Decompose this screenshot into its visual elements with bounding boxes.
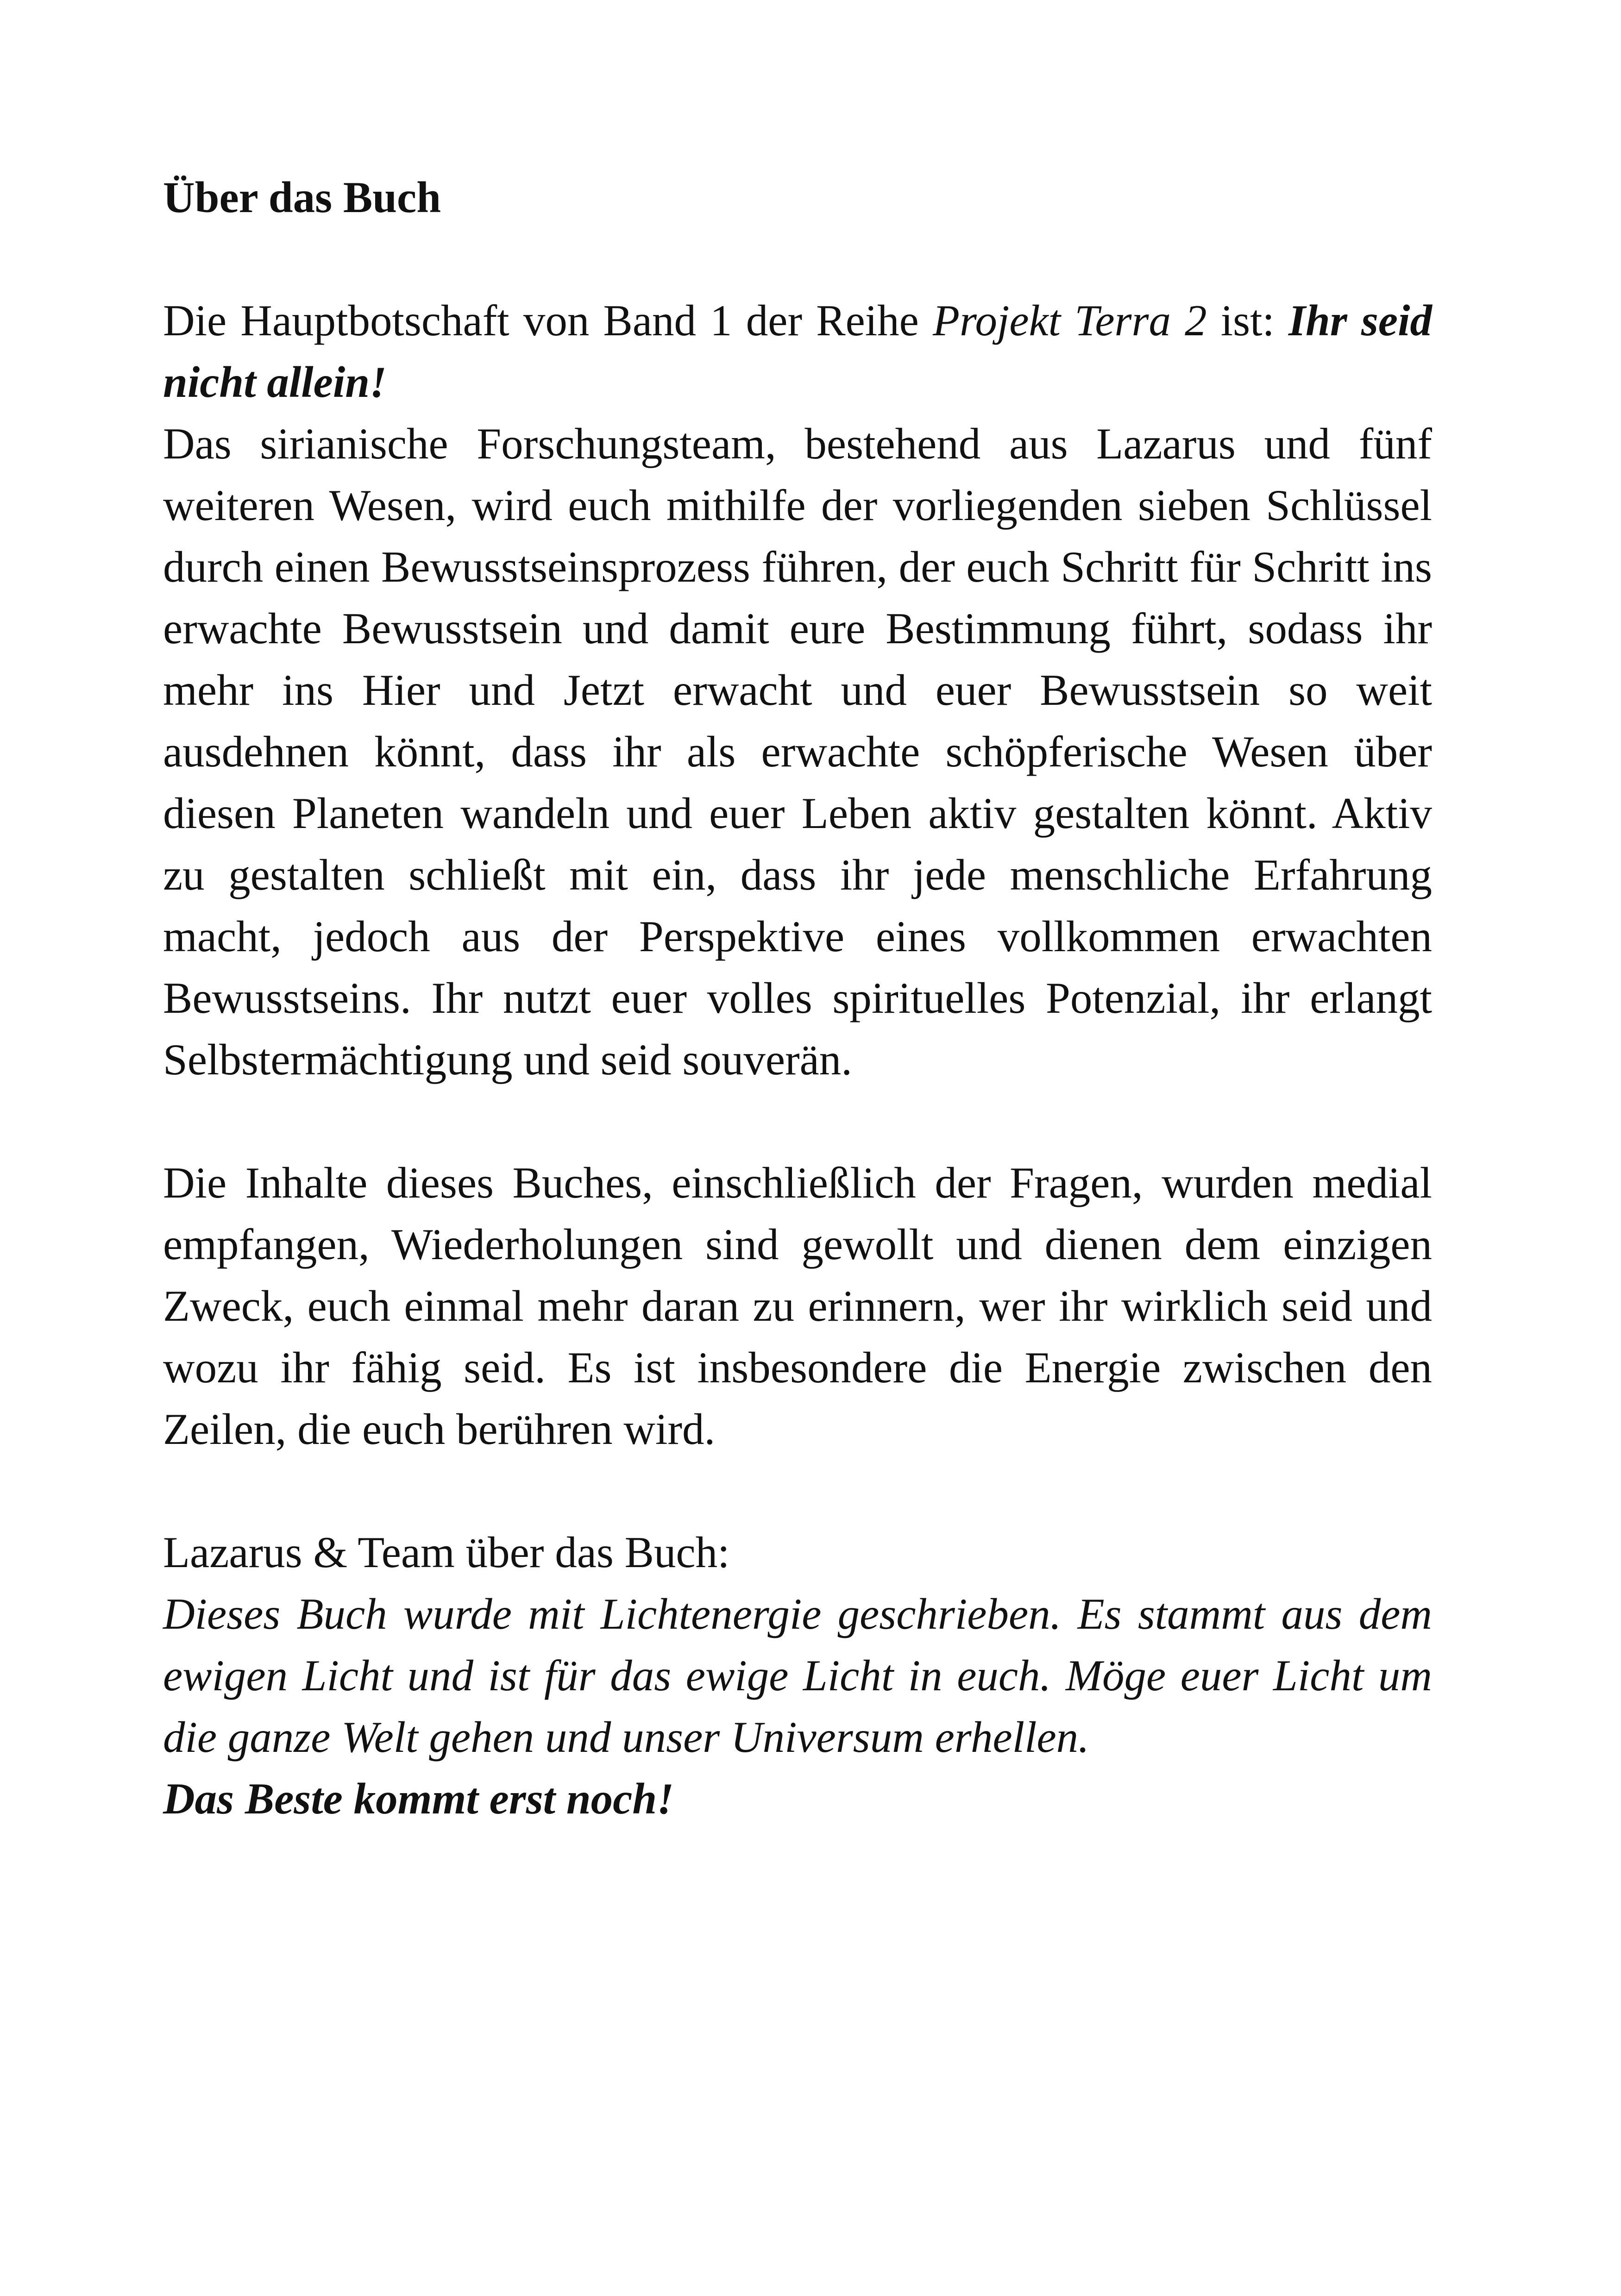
- team-intro: Lazarus & Team über das Buch:: [163, 1528, 730, 1577]
- page-title: Über das Buch: [163, 173, 441, 222]
- body-paragraph-1: Das sirianische Forschungsteam, bestehend aus Lazarus und fünf weiteren Wesen, wird euch mithilfe der vorliegenden sieben Schlüssel durch einen Bewusstseinsprozess führen, der euch Schritt für Schritt ins erwachte Bewusstsein und damit eure Bestimmung führt, sodass ihr mehr ins Hier und Jetzt erwacht und euer Bewusstsein so weit ausdehnen könnt, dass ihr als erwachte schöpferische Wesen über diesen Planeten wandeln und euer Leben aktiv gestalten könnt. Aktiv zu gestalten schließt mit ein, dass ihr jede menschliche Erfahrung macht, jedoch aus der Perspektive eines vollkommen erwachten Bewusstseins. Ihr nutzt euer volles spirituelles Potenzial, ihr erlangt Selbstermächtigung und seid souverän.: [163, 419, 1432, 1084]
- spacer: [163, 228, 1432, 290]
- intro-text-2: ist:: [1206, 296, 1289, 345]
- intro-paragraph: [163, 290, 1432, 413]
- spacer: [163, 1460, 1432, 1522]
- spacer: [163, 1091, 1432, 1152]
- page-content: [163, 167, 1432, 1830]
- team-quote: Dieses Buch wurde mit Lichtenergie geschrieben. Es stammt aus dem ewigen Licht und ist für das ewige Licht in euch. Möge euer Licht um die ganze Welt gehen und unser Universum erhellen.: [163, 1589, 1432, 1762]
- body-paragraph-2: Die Inhalte dieses Buches, einschließlich der Fragen, wurden medial empfangen, Wiederholungen sind gewollt und dienen dem einzigen Zweck, euch einmal mehr daran zu erinnern, wer ihr wirklich seid und wozu ihr fähig seid. Es ist insbesondere die Energie zwischen den Zeilen, die euch berühren wird.: [163, 1158, 1432, 1454]
- series-title: Projekt Terra 2: [932, 296, 1207, 345]
- intro-text-1: Die Hauptbotschaft von Band 1 der Reihe: [163, 296, 933, 345]
- closing-line: Das Beste kommt erst noch!: [163, 1774, 674, 1823]
- main-message: Ihr seid nicht allein!: [163, 296, 1432, 407]
